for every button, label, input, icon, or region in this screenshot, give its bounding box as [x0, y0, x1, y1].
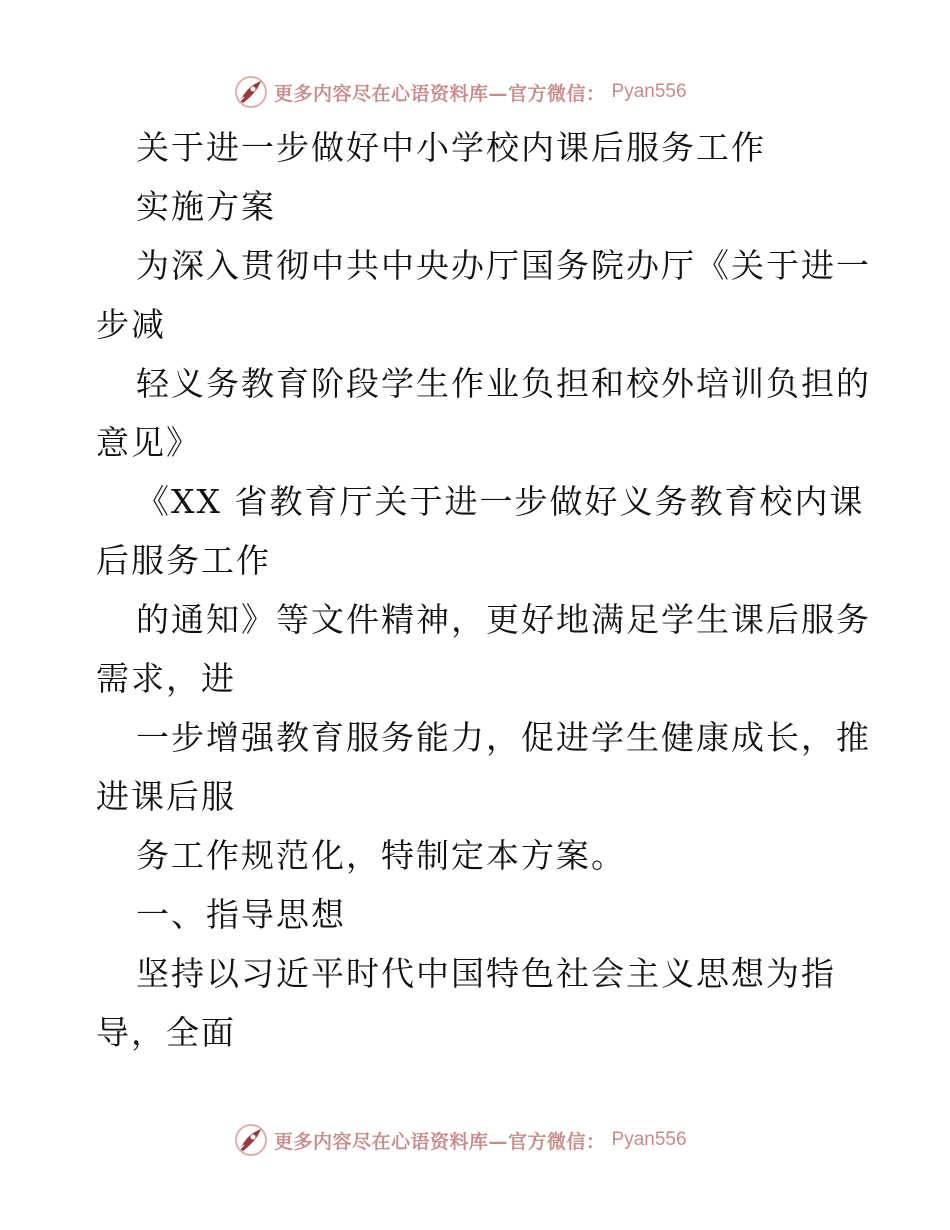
- watermark-wechat-id: Pyan556: [611, 1129, 687, 1150]
- text-line: 为深入贯彻中共中央办厅国务院办厅《关于进一: [136, 246, 871, 285]
- watermark-text: 更多内容尽在心语资料库—官方微信：: [274, 82, 606, 105]
- pen-nib-logo-icon: [234, 1123, 268, 1157]
- watermark-text: 更多内容尽在心语资料库—官方微信：: [274, 1130, 606, 1153]
- text-line: 步减: [96, 305, 166, 344]
- text-line: 轻义务教育阶段学生作业负担和校外培训负担的: [136, 364, 871, 403]
- text-line: 的通知》等文件精神，更好地满足学生课后服务: [136, 600, 871, 639]
- text-line: 进课后服: [96, 777, 236, 816]
- text-line: 一、指导思想: [136, 895, 346, 934]
- pen-nib-logo-icon: [234, 75, 268, 109]
- text-line: 后服务工作: [96, 541, 271, 580]
- text-line: 需求，进: [96, 659, 236, 698]
- text-line: 务工作规范化，特制定本方案。: [136, 836, 626, 875]
- text-line: 意见》: [96, 423, 201, 462]
- document-body: [96, 118, 876, 1062]
- footer-watermark: [234, 1120, 687, 1160]
- text-line: 导，全面: [96, 1013, 236, 1052]
- watermark-wechat-id: Pyan556: [611, 81, 687, 102]
- text-line: 坚持以习近平时代中国特色社会主义思想为指: [136, 954, 836, 993]
- header-watermark: [234, 72, 687, 112]
- text-line: 实施方案: [136, 187, 276, 226]
- text-line: 关于进一步做好中小学校内课后服务工作: [136, 128, 766, 167]
- text-line: 《XX 省教育厅关于进一步做好义务教育校内课: [136, 482, 865, 521]
- text-line: 一步增强教育服务能力，促进学生健康成长，推: [136, 718, 871, 757]
